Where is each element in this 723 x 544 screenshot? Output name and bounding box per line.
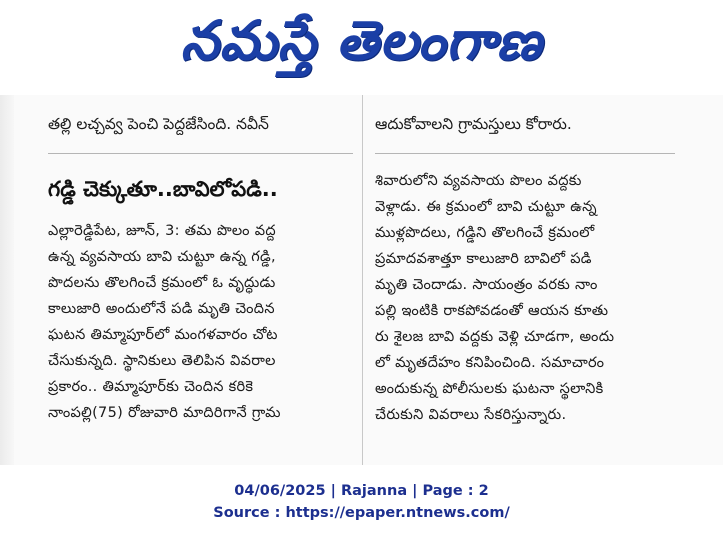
article-separator bbox=[48, 153, 353, 154]
text-line: అందుకున్న పోలీసులకు ఘటనా స్థలానికి bbox=[375, 381, 604, 397]
text-line: చేసుకున్నది. స్థానికులు తెలిపిన వివరాల bbox=[48, 353, 276, 369]
masthead bbox=[0, 0, 723, 95]
article-separator bbox=[375, 153, 675, 154]
column-divider bbox=[362, 95, 363, 465]
text-line: నాంపల్లి(75) రోజువారి మాదిరిగానే గ్రామ bbox=[48, 405, 281, 421]
text-line: శివారులోని వ్యవసాయ పొలం వద్దకు bbox=[375, 173, 582, 189]
text-line: ఉన్న వ్యవసాయ బావి చుట్టూ ఉన్న గడ్డి, bbox=[48, 249, 276, 265]
text-line: ఎల్లారెడ్డిపేట, జూన్, 3: తమ పొలం వద్ద bbox=[48, 223, 276, 239]
text-line: ప్రమాదవశాత్తూ కాలుజారి బావిలో పడి bbox=[375, 251, 592, 267]
left-column bbox=[48, 95, 353, 465]
previous-article-last-line: ఆదుకోవాలని గ్రామస్తులు కోరారు. bbox=[375, 115, 572, 133]
source-caption bbox=[0, 480, 723, 524]
text-line: కాలుజారి అందులోనే పడి మృతి చెందిన bbox=[48, 301, 275, 317]
text-line: పొదలను తొలగించే క్రమంలో ఓ వృద్ధుడు bbox=[48, 275, 276, 291]
date-edition-page: 04/06/2025 | Rajanna | Page : 2 bbox=[234, 483, 489, 499]
text-line: పల్లి ఇంటికి రాకపోవడంతో ఆయన కూతు bbox=[375, 303, 609, 319]
right-column bbox=[375, 95, 675, 465]
newspaper-logo: నమస్తే తెలంగాణ bbox=[180, 9, 543, 72]
text-line: ప్రకారం.. తిమ్మాపూర్‌కు చెందిన కరికె bbox=[48, 379, 254, 395]
previous-article-last-line: తల్లి లచ్చవ్వ పెంచి పెద్దజేసింది. నవీన్ bbox=[48, 115, 269, 133]
text-line: రు శైలజ బావి వద్దకు వెళ్లి చూడగా, అందు bbox=[375, 329, 615, 345]
news-clipping bbox=[0, 95, 723, 465]
text-line: లో మృతదేహం కనిపించింది. సమాచారం bbox=[375, 355, 605, 371]
right-column-text bbox=[375, 168, 675, 428]
text-line: మృతి చెందాడు. సాయంత్రం వరకు నాం bbox=[375, 277, 598, 293]
text-line: ఘటన తిమ్మాపూర్‌లో మంగళవారం చోట bbox=[48, 327, 278, 343]
page-margin bbox=[0, 95, 14, 465]
text-line: ముళ్లపొదలు, గడ్డిని తొలగించే క్రమంలో bbox=[375, 225, 595, 241]
text-line: వెళ్లాడు. ఈ క్రమంలో బావి చుట్టూ ఉన్న bbox=[375, 199, 597, 215]
article-headline: గడ్డి చెక్కుతూ..బావిలోపడి.. bbox=[48, 177, 278, 201]
text-line: చేరుకుని వివరాలు సేకరిస్తున్నారు. bbox=[375, 407, 567, 423]
left-column-text bbox=[48, 218, 353, 426]
source-url: Source : https://epaper.ntnews.com/ bbox=[213, 505, 510, 521]
